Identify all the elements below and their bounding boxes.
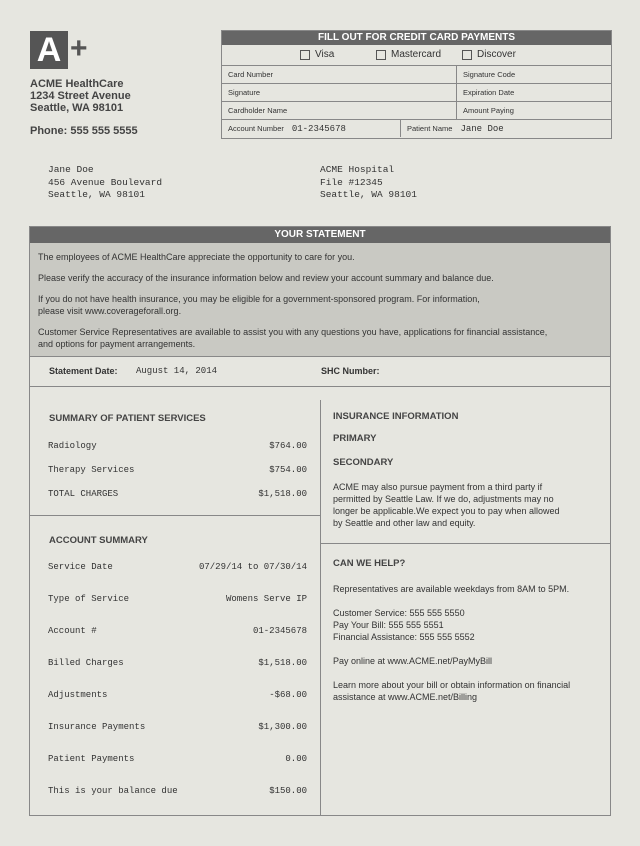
insurance-title: INSURANCE INFORMATION (333, 411, 459, 422)
credit-card-form (221, 30, 612, 139)
card-number-field[interactable]: Card Number (228, 70, 274, 79)
cardholder-row (222, 102, 611, 120)
account-row: Account # 01-2345678 (48, 626, 307, 636)
signature-field[interactable]: Signature (228, 88, 261, 97)
customer-service-phone: Customer Service: 555 555 5550 (333, 608, 465, 618)
account-row: Insurance Payments $1,300.00 (48, 722, 307, 732)
service-row: Radiology $764.00 (48, 441, 307, 451)
hospital-address: ACME Hospital File #12345 Seattle, WA 98101 (320, 164, 417, 200)
account-row (222, 120, 611, 137)
services-title: SUMMARY OF PATIENT SERVICES (49, 413, 206, 424)
shc-number-label: SHC Number: (321, 366, 380, 376)
learn-more-text: Learn more about your bill or obtain information on financial assistance at www.ACME.net/Billing (333, 680, 571, 702)
help-content (333, 583, 605, 703)
left-column (30, 400, 321, 815)
account-row: Adjustments -$68.00 (48, 690, 307, 700)
statement-intro: The employees of ACME HealthCare appreciate the opportunity to care for you. Please verify the accuracy of the insurance information below and review your account summary and balance due. If you do not have health insurance, you may be eligible for a government-sponsored program. For information, please visit www.coverageforall.org. Customer Service Representatives are available to assist you with any questions you have, applications for financial assistance, and options for payment arrangements. (30, 243, 610, 357)
statement-title: YOUR STATEMENT (30, 227, 610, 243)
company-city: Seattle, WA 98101 (30, 102, 124, 114)
account-number-value: 01-2345678 (291, 124, 346, 134)
account-row: Service Date 07/29/14 to 07/30/14 (48, 562, 307, 572)
signature-row (222, 84, 611, 102)
signature-code-field[interactable]: Signature Code (456, 66, 611, 83)
insurance-section (321, 400, 610, 544)
mastercard-option[interactable]: Mastercard (376, 49, 441, 60)
statement-date-label: Statement Date: (49, 366, 118, 376)
logo-mark: A (30, 31, 68, 69)
secondary-label: SECONDARY (333, 457, 394, 468)
cardholder-field[interactable]: Cardholder Name (228, 106, 288, 115)
help-hours: Representatives are available weekdays from 8AM to 5PM. (333, 584, 570, 594)
primary-label: PRIMARY (333, 433, 377, 444)
financial-assistance-phone: Financial Assistance: 555 555 5552 (333, 632, 475, 642)
company-phone: Phone: 555 555 5555 (30, 125, 138, 137)
expiration-field[interactable]: Expiration Date (456, 84, 611, 101)
total-charges-row: TOTAL CHARGES $1,518.00 (48, 489, 307, 499)
discover-checkbox[interactable] (462, 50, 472, 60)
company-name: ACME HealthCare (30, 78, 124, 90)
mastercard-checkbox[interactable] (376, 50, 386, 60)
visa-checkbox[interactable] (300, 50, 310, 60)
right-column (321, 400, 610, 815)
card-type-options (222, 45, 611, 66)
account-number-field: Account Number 01-2345678 (228, 124, 346, 134)
patient-name-field: Patient Name Jane Doe (400, 120, 611, 137)
statement-date-value: August 14, 2014 (136, 366, 218, 376)
patient-address: Jane Doe 456 Avenue Boulevard Seattle, WA 98101 (48, 164, 163, 200)
pay-bill-phone: Pay Your Bill: 555 555 5551 (333, 620, 444, 630)
company-address (30, 78, 131, 114)
account-row: Patient Payments 0.00 (48, 754, 307, 764)
logo-plus: + (70, 32, 88, 65)
account-row: Billed Charges $1,518.00 (48, 658, 307, 668)
statement-date-row (30, 357, 610, 387)
pay-online-link[interactable]: Pay online at www.ACME.net/PayMyBill (333, 656, 493, 666)
company-street: 1234 Street Avenue (30, 90, 131, 102)
help-title: CAN WE HELP? (333, 558, 406, 569)
card-number-row (222, 66, 611, 84)
account-summary-title: ACCOUNT SUMMARY (49, 535, 148, 546)
amount-field[interactable]: Amount Paying (456, 102, 611, 119)
balance-due-row: This is your balance due $150.00 (48, 786, 307, 796)
services-section (30, 400, 320, 516)
account-row: Type of Service Womens Serve IP (48, 594, 307, 604)
service-row: Therapy Services $754.00 (48, 465, 307, 475)
discover-option[interactable]: Discover (462, 49, 516, 60)
statement-panel (29, 226, 611, 816)
insurance-text: ACME may also pursue payment from a third party if permitted by Seattle Law. If we do, adjustments may no longer be applicable.We expect you to pay when allowed by Seattle and other law and equity. (333, 482, 560, 528)
patient-name-value: Jane Doe (460, 124, 504, 134)
visa-option[interactable]: Visa (300, 49, 334, 60)
credit-card-title: FILL OUT FOR CREDIT CARD PAYMENTS (222, 31, 611, 45)
